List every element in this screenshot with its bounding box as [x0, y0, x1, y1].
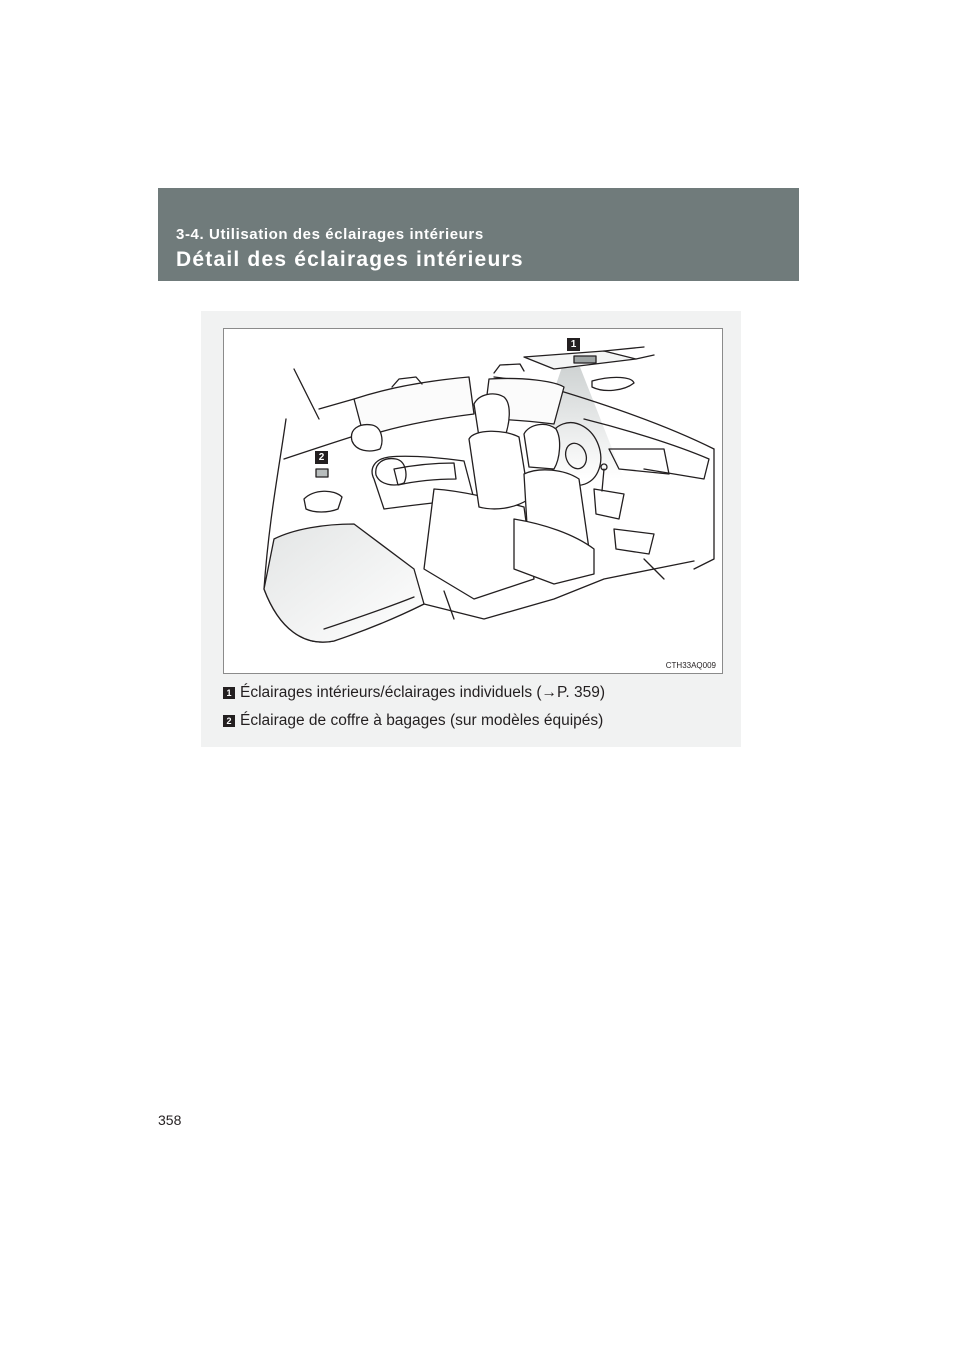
legend-item	[223, 711, 723, 739]
callout-marker-1: 1	[567, 338, 580, 351]
car-interior-drawing	[224, 329, 723, 674]
callout-marker-2: 2	[315, 451, 328, 464]
legend	[223, 683, 723, 739]
car-interior-illustration	[223, 328, 723, 674]
chapter-header	[158, 188, 799, 281]
illustration-code: CTH33AQ009	[665, 661, 716, 670]
page-title: Détail des éclairages intérieurs	[176, 248, 524, 271]
legend-marker-1: 1	[223, 687, 235, 699]
legend-marker-2: 2	[223, 715, 235, 727]
legend-item	[223, 683, 723, 711]
legend-text: Éclairages intérieurs/éclairages individuels (→P. 359)	[240, 684, 606, 701]
page-number: 358	[158, 1112, 182, 1128]
illustration-panel	[201, 311, 741, 747]
legend-text: Éclairage de coffre à bagages (sur modèles équipés)	[240, 712, 604, 729]
section-title: 3-4. Utilisation des éclairages intérieurs	[176, 226, 484, 243]
